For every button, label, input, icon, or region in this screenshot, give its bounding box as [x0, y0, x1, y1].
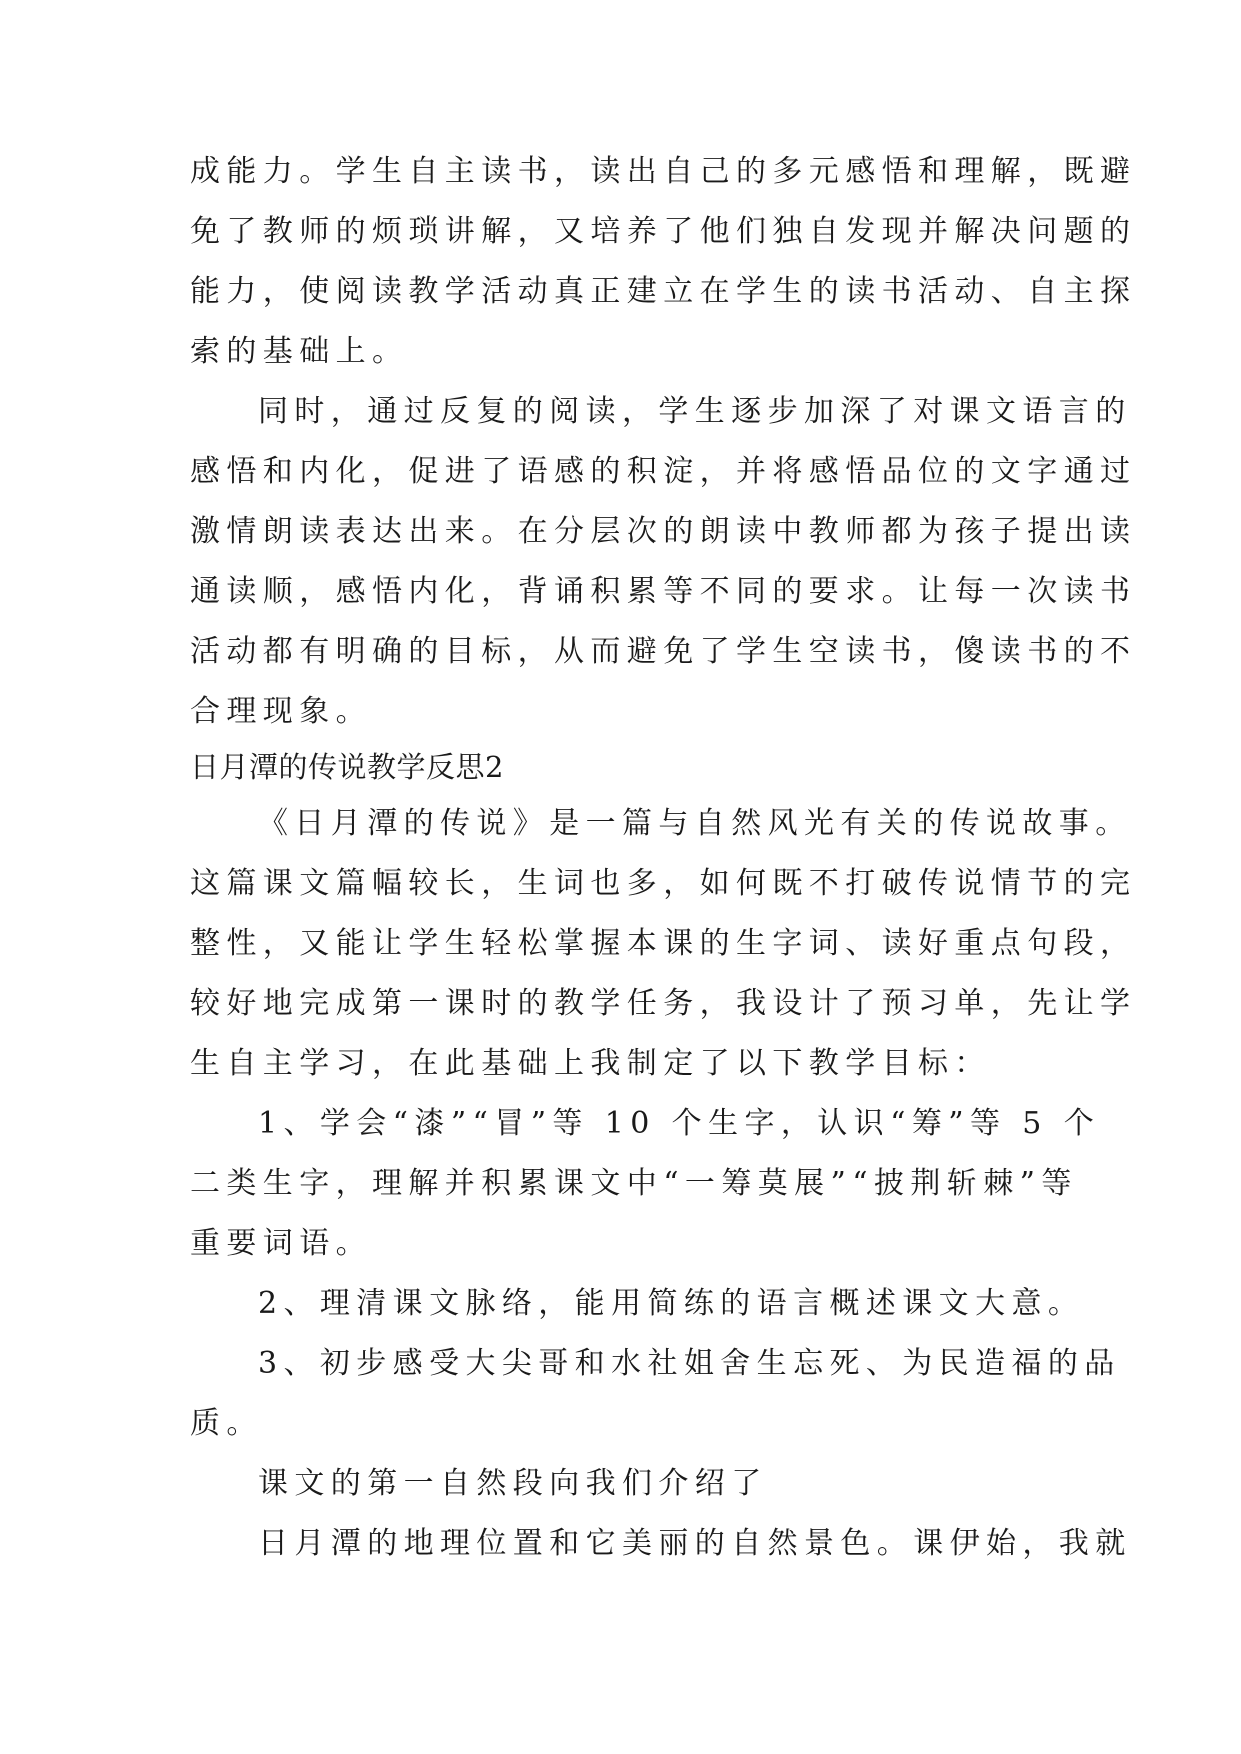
paragraph-line: 二类生字，理解并积累课文中“一筹莫展”“披荆斩棘”等	[190, 1166, 1078, 1201]
paragraph-line: 通读顺，感悟内化，背诵积累等不同的要求。让每一次读书	[190, 574, 1137, 609]
paragraph-line: 能力，使阅读教学活动真正建立在学生的读书活动、自主探	[190, 274, 1137, 309]
paragraph-line: 较好地完成第一课时的教学任务，我设计了预习单，先让学	[190, 986, 1137, 1021]
paragraph-line: 课文的第一自然段向我们介绍了	[258, 1466, 768, 1501]
paragraph-line: 整性，又能让学生轻松掌握本课的生字词、读好重点句段，	[190, 926, 1137, 961]
paragraph-line: 索的基础上。	[190, 334, 409, 369]
paragraph-line: 同时，通过反复的阅读，学生逐步加深了对课文语言的	[258, 394, 1132, 429]
paragraph-line: 2、理清课文脉络，能用简练的语言概述课文大意。	[258, 1286, 1085, 1321]
paragraph-line: 质。	[190, 1406, 263, 1441]
paragraph-line: 生自主学习，在此基础上我制定了以下教学目标：	[190, 1046, 991, 1081]
paragraph-line: 《日月潭的传说》是一篇与自然风光有关的传说故事。	[258, 806, 1132, 841]
paragraph-line: 3、初步感受大尖哥和水社姐舍生忘死、为民造福的品	[258, 1346, 1121, 1381]
paragraph-line: 免了教师的烦琐讲解，又培养了他们独自发现并解决问题的	[190, 214, 1137, 249]
paragraph-line: 重要词语。	[190, 1226, 372, 1261]
paragraph-line: 合理现象。	[190, 694, 372, 729]
paragraph-line: 1、学会“漆”“冒”等 10 个生字，认识“筹”等 5 个	[258, 1106, 1101, 1141]
paragraph-line: 活动都有明确的目标，从而避免了学生空读书，傻读书的不	[190, 634, 1137, 669]
section-heading: 日月潭的传说教学反思2	[190, 750, 504, 784]
paragraph-line: 成能力。学生自主读书，读出自己的多元感悟和理解，既避	[190, 154, 1137, 189]
paragraph-line: 这篇课文篇幅较长，生词也多，如何既不打破传说情节的完	[190, 866, 1137, 901]
paragraph-line: 激情朗读表达出来。在分层次的朗读中教师都为孩子提出读	[190, 514, 1137, 549]
paragraph-line: 感悟和内化，促进了语感的积淀，并将感悟品位的文字通过	[190, 454, 1137, 489]
paragraph-line: 日月潭的地理位置和它美丽的自然景色。课伊始，我就	[258, 1526, 1132, 1561]
